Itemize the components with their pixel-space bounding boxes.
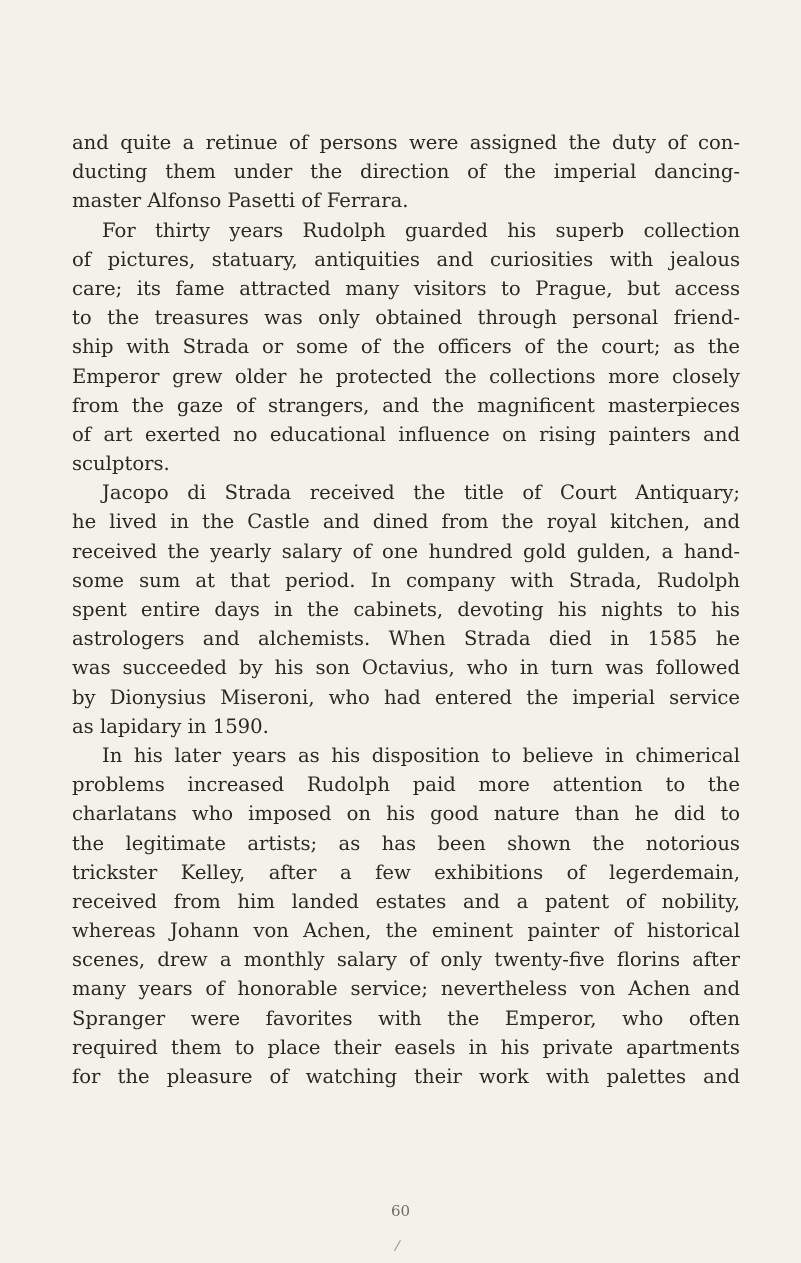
text-line: spent entire days in the cabinets, devoting his nights to his (72, 598, 740, 621)
text-line: master Alfonso Pasetti of Ferrara. (72, 189, 409, 213)
page-number: 60 (390, 1202, 411, 1220)
paragraph-start-line: For thirty years Rudolph guarded his superb collection (102, 218, 740, 242)
paragraph-start-line: Jacopo di Strada received the title of Court Antiquary; (102, 481, 740, 505)
text-line: some sum at that period. In company with Strada, Rudolph (72, 568, 740, 592)
text-line: of art exerted no educational influence on rising painters and (72, 422, 740, 446)
text-line: for the pleasure of watching their work with palettes and (72, 1065, 740, 1088)
text-line: was succeeded by his son Octavius, who in turn was followed (72, 656, 740, 680)
body-text (72, 128, 740, 1091)
text-line: as lapidary in 1590. (72, 714, 269, 738)
text-line: ducting them under the direction of the imperial dancing- (72, 160, 740, 184)
text-line: Spranger were favorites with the Emperor, who often (72, 1006, 740, 1030)
stray-mark: / (393, 1237, 402, 1255)
text-line: sculptors. (72, 452, 170, 476)
text-line: trickster Kelley, after a few exhibitions of legerdemain, (72, 860, 740, 884)
text-line: required them to place their easels in his private apartments (72, 1035, 740, 1059)
text-line: scenes, drew a monthly salary of only twenty-five florins after (72, 948, 740, 972)
text-line: problems increased Rudolph paid more attention to the (72, 773, 740, 797)
text-line: astrologers and alchemists. When Strada died in 1585 he (72, 627, 740, 651)
text-line: care; its fame attracted many visitors to Prague, but access (72, 276, 740, 300)
paragraph-start-line: In his later years as his disposition to believe in chimerical (102, 743, 740, 767)
text-line: of pictures, statuary, antiquities and curiosities with jealous (72, 247, 740, 271)
text-line: the legitimate artists; as has been shown the notorious (72, 831, 740, 855)
text-line: and quite a retinue of persons were assigned the duty of con- (72, 131, 740, 154)
text-line: ship with Strada or some of the officers of the court; as the (72, 335, 740, 359)
text-line: charlatans who imposed on his good nature than he did to (72, 802, 740, 826)
text-line: Emperor grew older he protected the collections more closely (72, 364, 740, 388)
text-line: received from him landed estates and a patent of nobility, (72, 889, 740, 913)
text-line: received the yearly salary of one hundred gold gulden, a hand- (72, 539, 740, 563)
text-line: by Dionysius Miseroni, who had entered the imperial service (72, 685, 740, 709)
text-line: whereas Johann von Achen, the eminent painter of historical (72, 919, 740, 943)
text-line: to the treasures was only obtained through personal friend- (72, 306, 740, 330)
text-line: from the gaze of strangers, and the magnificent masterpieces (72, 393, 740, 417)
text-line: many years of honorable service; nevertheless von Achen and (72, 977, 740, 1001)
text-line: he lived in the Castle and dined from the royal kitchen, and (72, 510, 740, 534)
